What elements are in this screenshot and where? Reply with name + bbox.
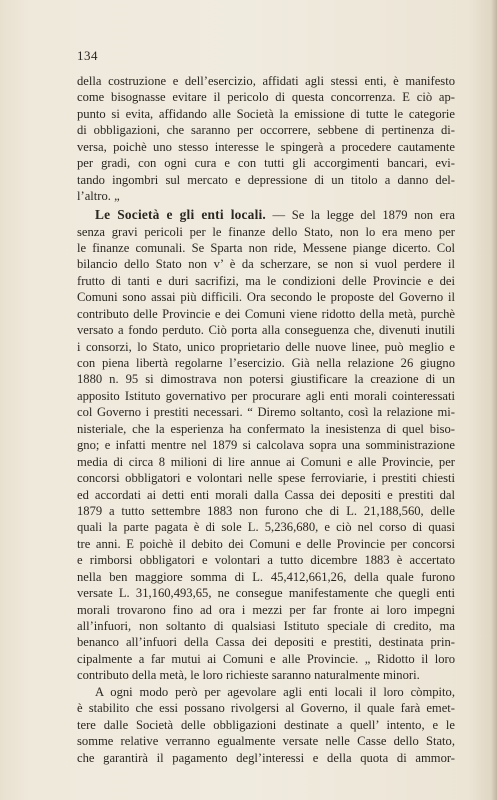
text-line: versato a fondo perduto. Ciò porta alla conseguenza che, divenuti inutili	[77, 323, 455, 338]
text-line: gno; e infatti mentre nel 1879 si calcolava sopra una somministrazione	[77, 438, 455, 453]
text-line: della costruzione e dell’esercizio, affidati agli stessi enti, è manifesto	[77, 74, 455, 88]
text-line: con piena libertà regolarne l’esercizio. Già nella relazione 26 giugno	[77, 356, 455, 370]
text-line: cipalmente a far mutui ai Comuni e alle Provincie. „ Ridotto il loro	[77, 651, 455, 666]
text-line: 1880 n. 95 si dimostrava non potersi giustificare la creazione di un	[77, 372, 455, 387]
section-heading: Le Società e gli enti locali.	[95, 206, 266, 222]
text-line: concorsi obbligatori e volontari nelle spese ferroviarie, i prestiti chiesti	[77, 471, 455, 486]
text-line: punto si evita, affidando alle Società la emissione di tutte le categorie	[77, 106, 455, 121]
text-line: di obbligazioni, che saranno per occorrere, sebbene di pertinenza di-	[77, 123, 455, 138]
text-line: 1879 a tutto settembre 1883 non furono che di L. 21,188,560, delle	[77, 503, 455, 518]
text-line: Comuni sono assai più difficili. Ora secondo le proposte del Governo il	[77, 290, 455, 305]
text-line: che garantirà il pagamento degl’interessi e della quota di ammor-	[77, 750, 455, 765]
paragraph-continuation	[77, 73, 455, 205]
text-line: benanco all’infuori della Cassa dei depositi e prestiti, destinata prin-	[77, 635, 455, 650]
text-line: media di circa 8 milioni di lire annue ai Comuni e alle Provincie, per	[77, 454, 455, 469]
text-line: contributo delle Provincie e dei Comuni viene ridotto della metà, purchè	[77, 306, 455, 321]
text-line: i consorzi, lo Stato, unico proprietario delle nuove linee, può meglio e	[77, 339, 455, 354]
text-line: tando ingombri sul mercato e depressione di un titolo a danno del-	[77, 172, 455, 187]
text-line: è stabilito che essi possano rivolgersi al Governo, il quale farà emet-	[77, 701, 455, 716]
section-societa-enti-locali	[77, 205, 455, 684]
page-edge-shadow	[491, 0, 497, 800]
text-line: tere dalle Società delle obbligazioni destinate a quell’ intento, e le	[77, 717, 455, 732]
text-line: somme relative verranno egualmente versate nelle Casse dello Stato,	[77, 734, 455, 749]
text-line: morali trovarono fino ad ora i mezzi per far fronte ai loro impegni	[77, 602, 455, 617]
text-line: frutto di tanti e duri sacrifizi, ma le condizioni delle Provincie e dei	[77, 273, 455, 288]
text-line: e rimborsi obbligatori e volontari a tutto dicembre 1883 è accertato	[77, 553, 455, 568]
text-line: versate L. 31,160,493,65, ne consegue manifestamente che quegli enti	[77, 586, 455, 601]
text-line: l’altro. „	[77, 189, 120, 204]
text-line: quali la parte pagata è di sole L. 5,236,680, e ciò nel corso di quasi	[77, 520, 455, 535]
text-line: bilancio dello Stato non v’ è da scherzare, se non si vuol perdere il	[77, 257, 455, 272]
text-line: come bisognasse evitare il pericolo di questa concorrenza. E ciò ap-	[77, 90, 455, 105]
text-line: A ogni modo però per agevolare agli enti locali il loro còmpito,	[95, 684, 455, 699]
text-line: col Governo i prestiti necessari. “ Diremo soltanto, così la relazione mi-	[77, 405, 455, 420]
section-heading-continuation: — Se la legge del 1879 non era	[265, 207, 455, 222]
text-line: nella ben maggiore somma di L. 45,412,661,26, della quale furono	[77, 569, 455, 584]
body-text	[77, 73, 455, 766]
text-line: ed accordati ai detti enti morali dalla Cassa dei depositi e prestiti dal	[77, 487, 455, 502]
text-line: senza gravi pericoli per le finanze dello Stato, non lo era meno per	[77, 224, 455, 239]
text-line: all’infuori, non soltanto di qualsiasi Istituto speciale di credito, ma	[77, 619, 455, 633]
text-line: tre anni. E poichè il debito dei Comuni e delle Provincie per concorsi	[77, 536, 455, 551]
text-line: le finanze comunali. Se Sparta non ride, Messene piange dicerto. Col	[77, 240, 455, 255]
text-line: versa, poichè uno stesso interesse le spingerà a procedere cautamente	[77, 139, 455, 154]
text-line: contributo della metà, le loro richieste saranno naturalmente minori.	[77, 668, 420, 683]
page-number: 134	[77, 48, 98, 63]
text-line: nisteriale, che la esperienza ha confermato la inesistenza di quel biso-	[77, 421, 455, 436]
text-line: per gradi, con ogni cura e con tutti gli accorgimenti bancari, evi-	[77, 156, 455, 171]
section-heading-line	[77, 205, 455, 224]
text-line: apposito Istituto governativo per procurare agli enti morali cointeressati	[77, 388, 455, 403]
paragraph-agevolare	[77, 684, 455, 766]
